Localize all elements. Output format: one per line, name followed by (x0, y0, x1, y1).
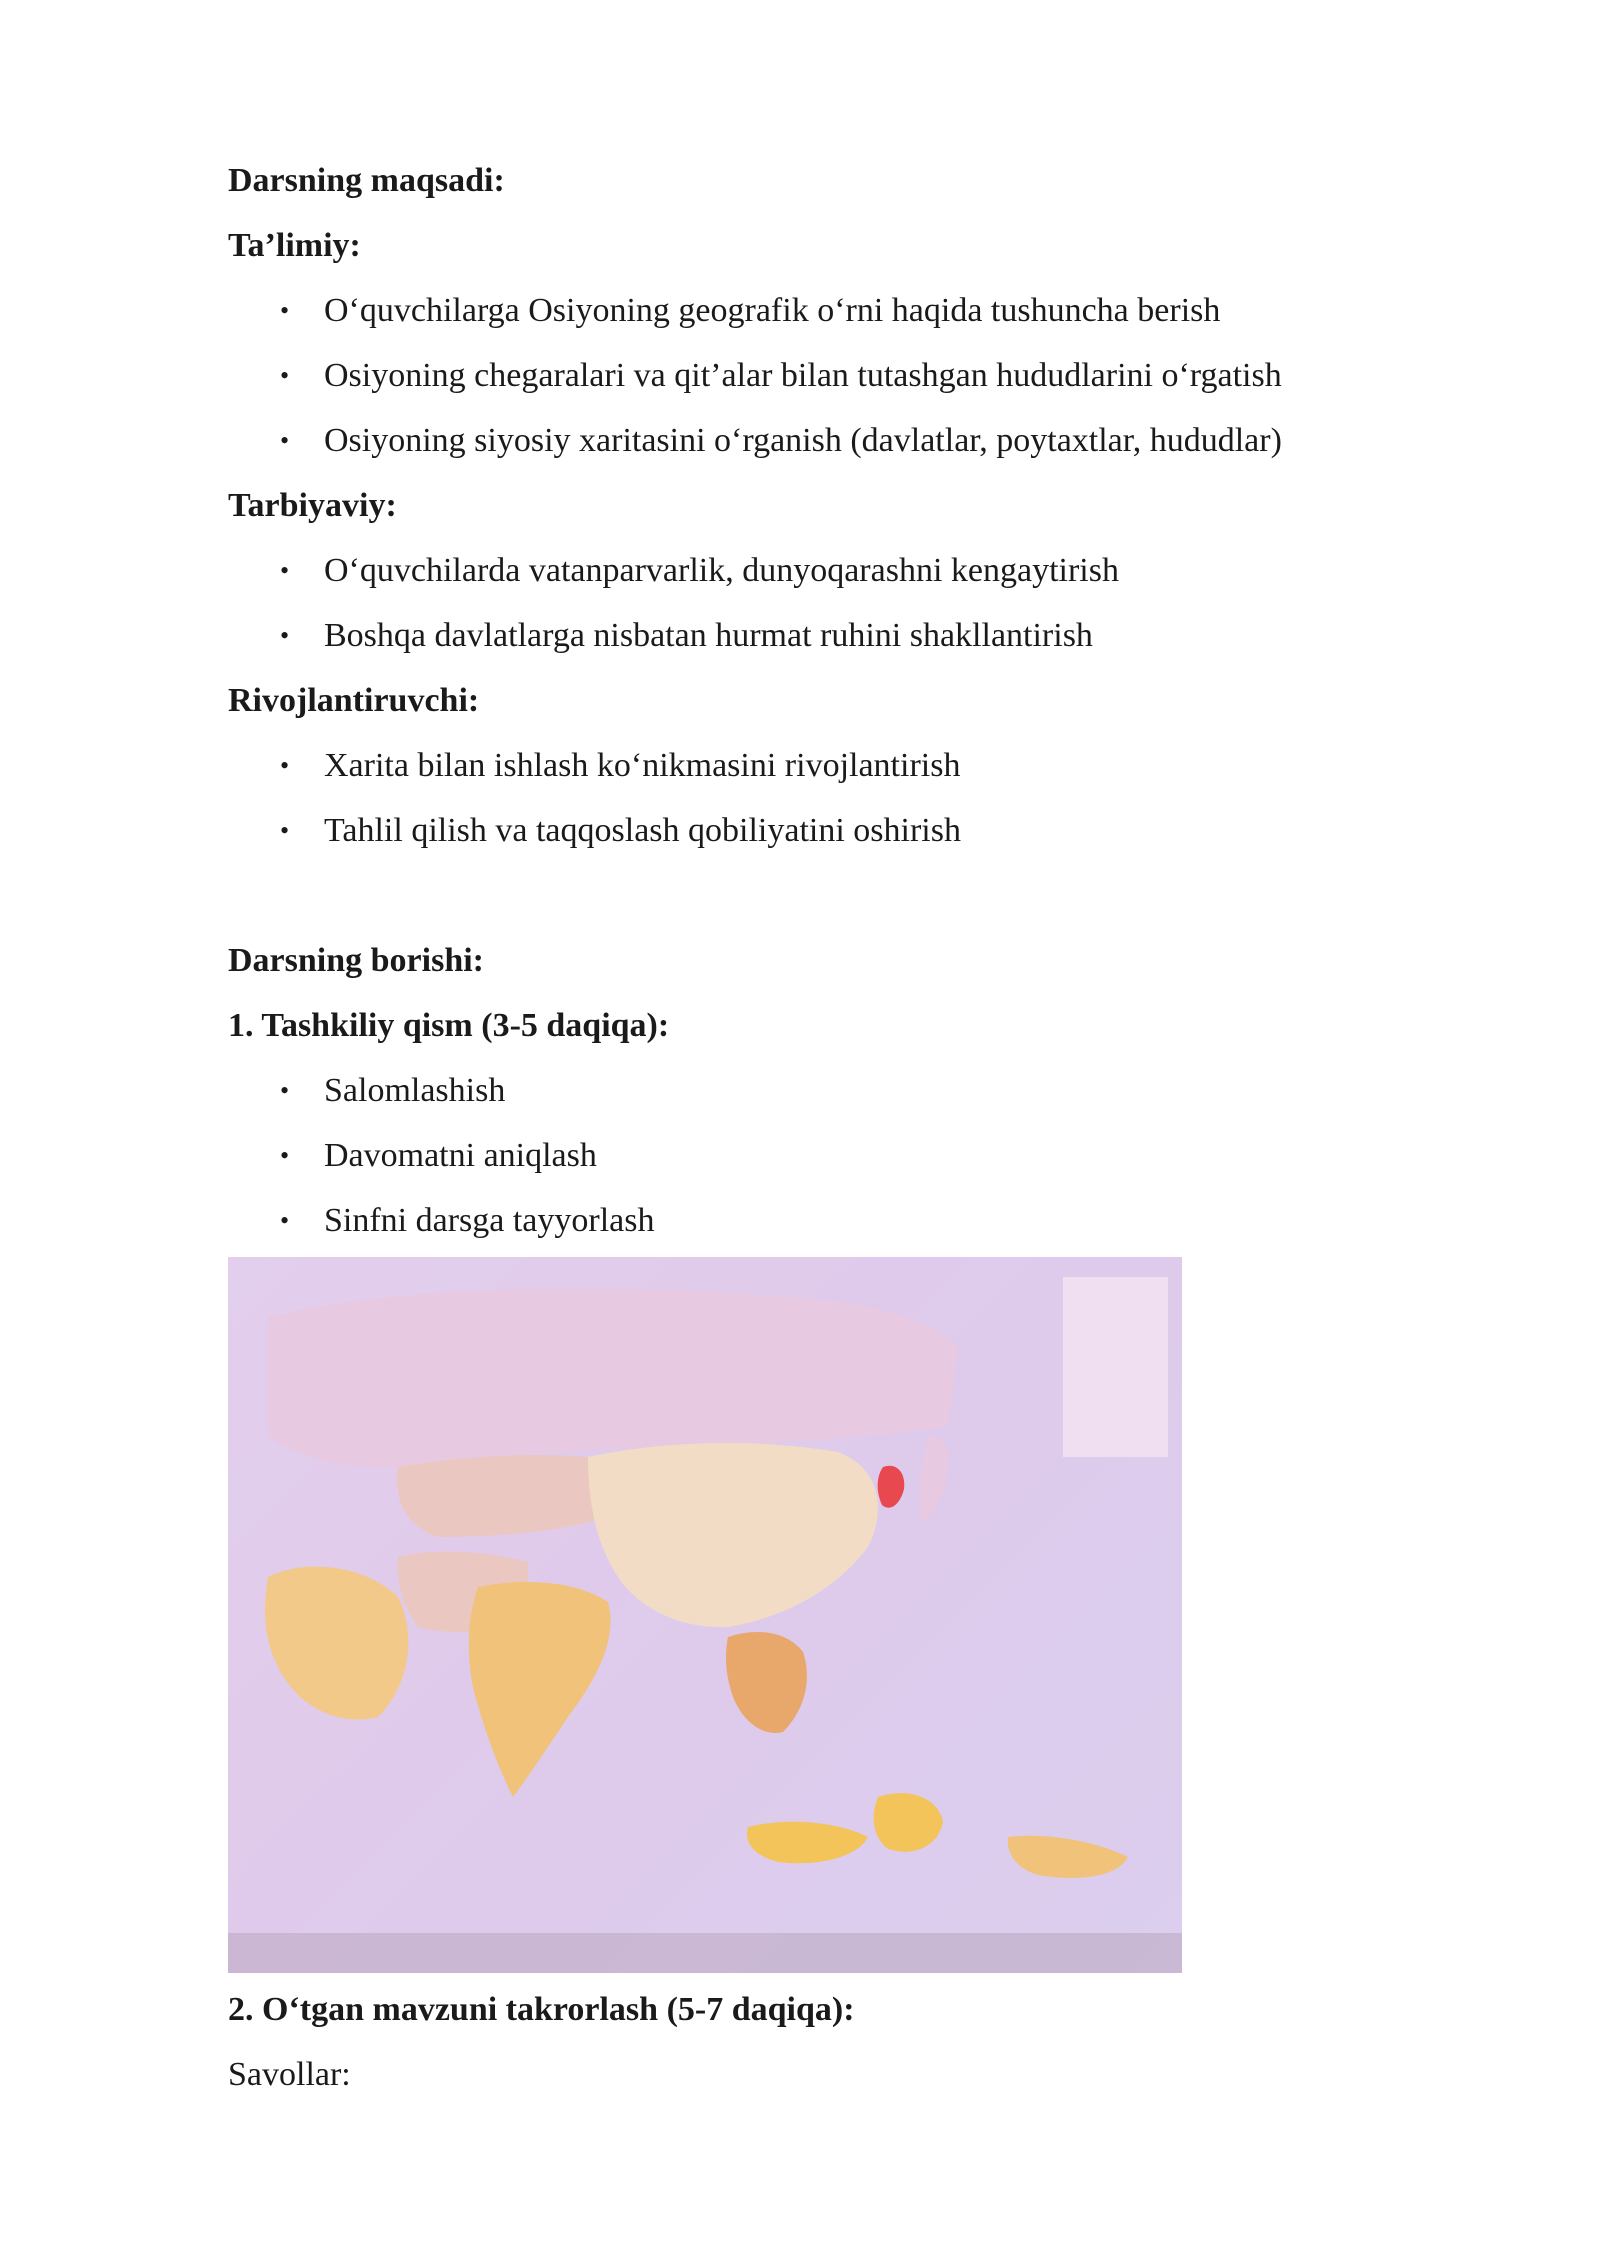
bullet-icon: • (280, 361, 290, 390)
bullet-icon: • (280, 621, 290, 650)
list-item-text: O‘quvchilarga Osiyoning geografik o‘rni haqida tushuncha berish (324, 292, 1221, 329)
blank-line (228, 863, 1428, 928)
step1-title: 1. Tashkiliy qism (3-5 daqiqa): (228, 1007, 670, 1044)
list-item-text: Osiyoning chegaralari va qit’alar bilan tutashgan hududlarini o‘rgatish (324, 357, 1282, 394)
list-item-text: Xarita bilan ishlash ko‘nikmasini rivojlantirish (324, 747, 961, 784)
map-region-kazakhstan (397, 1455, 608, 1537)
goals-heading: Darsning maqsadi: (228, 162, 505, 199)
list-item-text: Davomatni aniqlash (324, 1137, 597, 1174)
bullet-icon: • (280, 426, 290, 455)
bullet-icon: • (280, 1076, 290, 1105)
list-item (228, 538, 1428, 603)
document-page (228, 148, 1428, 2107)
questions-label: Savollar: (228, 2056, 351, 2093)
bullet-icon: • (280, 1141, 290, 1170)
list-item (228, 798, 1428, 863)
list-item (228, 408, 1428, 473)
bullet-icon: • (280, 751, 290, 780)
list-item-text: Tahlil qilish va taqqoslash qobiliyatini oshirish (324, 812, 961, 849)
list-item (228, 343, 1428, 408)
list-item-text: Boshqa davlatlarga nisbatan hurmat ruhini shakllantirish (324, 617, 1093, 654)
map-board-edge (228, 1933, 1182, 1973)
list-item (228, 278, 1428, 343)
list-item-text: O‘quvchilarda vatanparvarlik, dunyoqarashni kengaytirish (324, 552, 1119, 589)
list-item-text: Sinfni darsga tayyorlash (324, 1202, 655, 1239)
asia-map-illustration (228, 1257, 1182, 1973)
upbringing-label: Tarbiyaviy: (228, 487, 397, 524)
list-item (228, 603, 1428, 668)
bullet-icon: • (280, 1206, 290, 1235)
bullet-icon: • (280, 556, 290, 585)
progress-heading: Darsning borishi: (228, 942, 484, 979)
map-legend-panel (1063, 1277, 1168, 1457)
step2-title: 2. O‘tgan mavzuni takrorlash (5-7 daqiqa): (228, 1991, 855, 2028)
list-item-text: Osiyoning siyosiy xaritasini o‘rganish (davlatlar, poytaxtlar, hududlar) (324, 422, 1282, 459)
list-item (228, 733, 1428, 798)
asia-map-photo (228, 1257, 1182, 1973)
educational-label: Ta’limiy: (228, 227, 361, 264)
list-item (228, 1123, 1428, 1188)
developmental-label: Rivojlantiruvchi: (228, 682, 480, 719)
list-item (228, 1188, 1428, 1253)
list-item (228, 1058, 1428, 1123)
bullet-icon: • (280, 296, 290, 325)
list-item-text: Salomlashish (324, 1072, 506, 1109)
bullet-icon: • (280, 816, 290, 845)
